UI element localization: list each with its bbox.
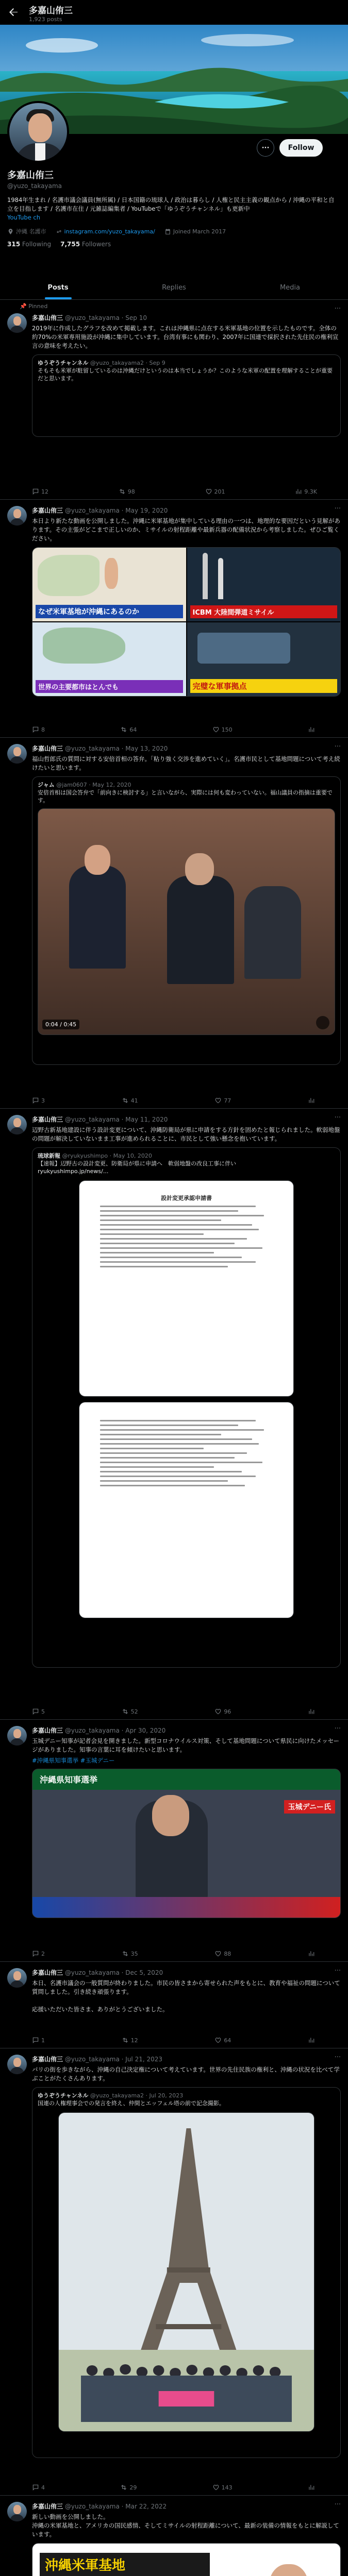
reply-icon: [32, 488, 39, 495]
repost-icon: [120, 726, 127, 733]
like-action[interactable]: 150: [212, 726, 233, 733]
tweet-actions: [32, 488, 317, 495]
link-icon: [56, 228, 62, 235]
tweet-avatar[interactable]: [7, 313, 27, 333]
tweet-actions: [32, 2037, 317, 2044]
like-icon: [214, 2037, 222, 2044]
tweet-avatar[interactable]: [7, 506, 27, 526]
tweet-avatar[interactable]: [7, 1968, 27, 1988]
like-action[interactable]: 64: [214, 2037, 231, 2044]
tweet-body: [32, 1115, 341, 1668]
like-icon: [214, 1708, 222, 1715]
tab-posts[interactable]: Posts: [0, 276, 116, 299]
reply-icon: [32, 1708, 39, 1715]
repost-action[interactable]: 41: [122, 1097, 138, 1104]
tweet[interactable]: [0, 500, 348, 738]
header-post-count: 1,923 posts: [29, 16, 62, 23]
tweet[interactable]: [0, 1962, 348, 2048]
profile-bio: [7, 196, 337, 222]
volume-icon[interactable]: [316, 1016, 329, 1029]
profile-meta: [7, 227, 337, 235]
tweet[interactable]: [0, 300, 348, 500]
reply-action[interactable]: 5: [32, 1708, 45, 1715]
tweet-actions: [32, 1708, 317, 1715]
views-icon: [308, 1708, 315, 1715]
quoted-tweet[interactable]: ゆうぞうチャンネル @yuzo_takayama2 · Sep 9 そもそも米軍が駐留しているのは沖縄だけというのは本当でしょうか？このような米軍の配置を理解することが重要だと思います。: [32, 354, 341, 437]
reply-action[interactable]: 3: [32, 1097, 45, 1104]
quoted-tweet[interactable]: ゆうぞうチャンネル @yuzo_takayama2 · Jul 20, 2023 国連の人権理事会での発言を終え、仲間とエッフェル塔の前で記念撮影。: [32, 2087, 341, 2458]
views-action[interactable]: 9.3K: [295, 488, 317, 495]
tweet-actions: [32, 726, 317, 733]
repost-icon: [119, 488, 126, 495]
pinned-label: 📌 Pinned: [20, 303, 48, 310]
header-name: 多嘉山侑三: [29, 6, 73, 16]
tweet-text: 本日、名護市議会の一般質問が終わりました。市民の皆さまから寄せられた声をもとに、教育や福祉の問題について質問しました。引き続き頑張ります。 応援いただいた皆さま、ありがとうございました。: [32, 1979, 340, 2013]
tweet-text: パリの街を歩きながら、沖縄の自己決定権について考えています。世界の先住民族の権利と、沖縄の状況を比べて学ぶことがたくさんあります。: [32, 2066, 340, 2082]
tweet-text: 2019年に作成したグラフを改めて掲載します。これは沖縄県に点在する米軍基地の位置を示したものです。全体の約70%の米軍専用施設が沖縄に集中しています。台湾有事にも関わり、2007年に国連で採択された先住民の権利宣言の意味を考えたい。: [32, 325, 339, 349]
tweet-header: 多嘉山侑三 @yuzo_takayama · Jul 21, 2023: [32, 2056, 163, 2063]
repost-action[interactable]: 29: [120, 2484, 137, 2491]
tweet-text: 福山哲郎氏の質問に対する安倍首相の答弁。「粘り強く交渉を進めていく」。名護市民として基地問題について考え続けたいと思います。: [32, 755, 340, 771]
tweet-more-icon[interactable]: ···: [334, 305, 341, 313]
tweet[interactable]: [0, 2048, 348, 2496]
tweet-body: [32, 744, 341, 1065]
tweet-more-icon[interactable]: ···: [334, 2054, 341, 2061]
grid-image-2[interactable]: ICBM 大陸間弾道ミサイル: [187, 548, 341, 621]
views-action[interactable]: [308, 726, 317, 733]
tweet-text: 新しい動画を公開しました。 沖縄の米軍基地と、アメリカの国民感情、そしてミサイルの射程距離について、最新の装備の情報をもとに解説しています。: [32, 2513, 339, 2538]
tweet-image-grid[interactable]: [32, 547, 341, 697]
views-action[interactable]: [308, 1708, 317, 1715]
views-action[interactable]: [308, 1097, 317, 1104]
tweet-header: 多嘉山侑三 @yuzo_takayama · Apr 30, 2020: [32, 1727, 166, 1734]
repost-action[interactable]: 12: [122, 2037, 138, 2044]
tweet-more-icon[interactable]: ···: [334, 1114, 341, 1122]
like-action[interactable]: 88: [214, 1950, 231, 1957]
profile-tabs: [0, 276, 348, 300]
tweet[interactable]: [0, 1109, 348, 1720]
video-player[interactable]: [38, 808, 335, 1035]
views-icon: [308, 2484, 315, 2491]
quoted-tweet[interactable]: 琉球新報 @ryukyushimpo · May 10, 2020 【速報】辺野古の設計変更、防衛局が県に申請へ 軟弱地盤の改良工事に伴い ryukyushimpo.jp/news/... 設計変更承認申請書: [32, 1147, 341, 1668]
tab-media[interactable]: Media: [279, 284, 301, 292]
tweet-more-icon[interactable]: ···: [334, 743, 341, 751]
profile-name: 多嘉山侑三: [7, 170, 54, 181]
quoted-tweet[interactable]: ジャム @jam0607 · May 12, 2020 安倍首相は国会答弁で「前向きに検討する」と言いながら、実際には何も変わっていない。福山議員の指摘は重要です。 0:04 / 0:45: [32, 776, 341, 1065]
reply-icon: [32, 1097, 39, 1104]
repost-action[interactable]: 64: [120, 726, 137, 733]
tweet-header: 多嘉山侑三 @yuzo_takayama · May 11, 2020: [32, 1116, 168, 1123]
views-action[interactable]: [308, 1950, 317, 1957]
top-bar: [0, 0, 348, 25]
reply-icon: [32, 2037, 39, 2044]
tweet-avatar[interactable]: [7, 2055, 27, 2074]
tweet-avatar[interactable]: [7, 2502, 27, 2521]
followers-stat[interactable]: 7,755 Followers: [60, 241, 111, 248]
joined-item: Joined March 2017: [164, 227, 226, 235]
tab-replies[interactable]: Replies: [162, 284, 186, 292]
eiffel-photo[interactable]: [58, 2112, 314, 2432]
tweet-actions: [32, 1097, 317, 1104]
tweet[interactable]: [0, 738, 348, 1109]
tweet-header: 多嘉山侑三 @yuzo_takayama · May 13, 2020: [32, 745, 168, 752]
website-item[interactable]: [56, 227, 155, 235]
tweet-header: 多嘉山侑三 @yuzo_takayama · May 19, 2020: [32, 507, 168, 514]
views-action[interactable]: [308, 2484, 317, 2491]
more-options-button[interactable]: [257, 139, 274, 157]
profile-avatar[interactable]: [7, 101, 69, 163]
like-action[interactable]: 96: [214, 1708, 231, 1715]
eiffel-tower-image: [59, 2113, 314, 2432]
website-link[interactable]: instagram.com/yuzo_takayama/: [64, 228, 155, 235]
like-action[interactable]: 77: [214, 1097, 231, 1104]
tweet-more-icon[interactable]: ···: [334, 505, 341, 513]
like-icon: [205, 488, 212, 495]
repost-action[interactable]: 35: [122, 1950, 138, 1957]
repost-icon: [122, 2037, 129, 2044]
profile-stats: [7, 241, 337, 248]
tweet-hashtags[interactable]: #沖縄県知事選挙 #玉城デニー: [32, 1757, 115, 1764]
like-action[interactable]: 143: [212, 2484, 233, 2491]
views-icon: [308, 726, 315, 733]
reply-action[interactable]: 8: [32, 726, 45, 733]
repost-action[interactable]: 98: [119, 488, 135, 495]
grid-image-1[interactable]: なぜ米軍基地が沖縄にあるのか: [32, 548, 186, 621]
repost-icon: [122, 1950, 129, 1957]
profile-handle: @yuzo_takayama: [7, 182, 62, 190]
like-action[interactable]: 201: [205, 488, 225, 495]
reply-action[interactable]: 1: [32, 2037, 45, 2044]
tweet-header: 多嘉山侑三 @yuzo_takayama · Mar 22, 2022: [32, 2503, 167, 2510]
bio-link[interactable]: YouTube ch: [7, 214, 41, 221]
views-action[interactable]: [308, 2037, 317, 2044]
tweet-text: 本日より新たな動画を公開しました。沖縄に米軍基地が集中している理由の一つは、地理的な要因だという見解があります。その主張がどこまで正しいのか、ミサイルの射程距離や最新兵器の配備状況から考察しました。ぜひご覧ください。: [32, 517, 340, 542]
views-icon: [308, 1950, 315, 1957]
like-icon: [214, 1097, 222, 1104]
tweet-more-icon[interactable]: ···: [334, 2501, 341, 2509]
repost-action[interactable]: 52: [122, 1708, 138, 1715]
tweet-body: [32, 313, 341, 437]
tweet-more-icon[interactable]: ···: [334, 1725, 341, 1733]
tweet-header: 多嘉山侑三 @yuzo_takayama · Dec 5, 2020: [32, 1969, 163, 1976]
more-icon: ···: [261, 144, 270, 152]
document-title: 設計変更承認申請書: [161, 1195, 212, 1201]
location-item: 沖縄 名護市: [7, 227, 46, 235]
grid-image-3[interactable]: 世界の主要都市はとんでも: [32, 622, 186, 696]
tweet-actions: [32, 2484, 317, 2491]
quoted-text: 国連の人権理事会での発言を終え、仲間とエッフェル塔の前で記念撮影。: [38, 2100, 225, 2107]
reply-action[interactable]: 12: [32, 488, 48, 495]
tweet-avatar[interactable]: [7, 1115, 27, 1134]
bio-text: 1984年生まれ / 名護市議会議員(無所属) / 日本国籍の琉球人 / 政治は暮らし / 人権と民主主義の観点から / 沖縄の平和と自立を目指します / 名護市在住 / 元雑誌編集者 / YouTubeで「ゆうぞうチャンネル」も更新中: [7, 196, 335, 212]
reply-action[interactable]: 2: [32, 1950, 45, 1957]
reply-icon: [32, 726, 39, 733]
document-image[interactable]: [79, 1180, 294, 1397]
like-icon: [212, 726, 220, 733]
tweet-actions: [32, 1950, 317, 1957]
location-icon: [7, 228, 14, 235]
views-icon: [308, 2037, 315, 2044]
document-image-2[interactable]: [79, 1402, 294, 1618]
video-thumbnail[interactable]: 沖縄米軍基地: [32, 2543, 341, 2576]
views-icon: [308, 1097, 315, 1104]
tweet-body: [32, 2502, 341, 2576]
tweet-avatar[interactable]: [7, 1726, 27, 1745]
like-icon: [212, 2484, 220, 2491]
quoted-text: 安倍首相は国会答弁で「前向きに検討する」と言いながら、実際には何も変わっていない。福山議員の指摘は重要です。: [38, 789, 333, 804]
following-stat[interactable]: 315 Following: [7, 241, 52, 248]
repost-icon: [122, 1097, 129, 1104]
video-timestamp: 0:04 / 0:45: [42, 1020, 79, 1029]
tweet[interactable]: [0, 1720, 348, 1962]
tweet-avatar[interactable]: [7, 744, 27, 764]
views-icon: [295, 488, 302, 495]
like-icon: [214, 1950, 222, 1957]
tweet-video[interactable]: 沖縄県知事選挙 玉城デニー氏: [32, 1769, 341, 1918]
tweet[interactable]: [0, 2496, 348, 2576]
quoted-text: そもそも米軍が駐留しているのは沖縄だけというのは本当でしょうか？このような米軍の配置を理解することが重要だと思います。: [38, 367, 333, 382]
quoted-text: 【速報】辺野古の設計変更、防衛局が県に申請へ 軟弱地盤の改良工事に伴い ryukyushimpo.jp/news/...: [38, 1160, 236, 1175]
grid-image-4[interactable]: 完璧な軍事拠点: [187, 622, 341, 696]
profile-info: [7, 168, 337, 248]
repost-icon: [122, 1708, 129, 1715]
tweet-text: 辺野古新基地建設に伴う設計変更について、沖縄防衛局が県に申請をする方針を固めたと報じられました。軟弱地盤の問題が解決していないまま工事が進められることに、市民として強い懸念を抱いています。: [32, 1126, 340, 1142]
reply-icon: [32, 1950, 39, 1957]
follow-button[interactable]: Follow: [279, 139, 323, 157]
reply-action[interactable]: 4: [32, 2484, 45, 2491]
calendar-icon: [164, 228, 171, 235]
back-arrow-icon[interactable]: [7, 6, 20, 19]
tweet-body: [32, 1726, 341, 1918]
tweet-more-icon[interactable]: ···: [334, 1967, 341, 1975]
tweet-body: [32, 506, 341, 697]
reply-icon: [32, 2484, 39, 2491]
repost-icon: [120, 2484, 127, 2491]
tweet-body: [32, 2055, 341, 2458]
tweet-header: 多嘉山侑三 @yuzo_takayama · Sep 10: [32, 314, 147, 321]
tweet-text: 玉城デニー知事が記者会見を開きました。新型コロナウイルス対策、そして基地問題について県民に向けたメッセージがありました。知事の言葉に耳を傾けたいと思います。: [32, 1737, 340, 1753]
tweet-body: [32, 1968, 341, 2014]
